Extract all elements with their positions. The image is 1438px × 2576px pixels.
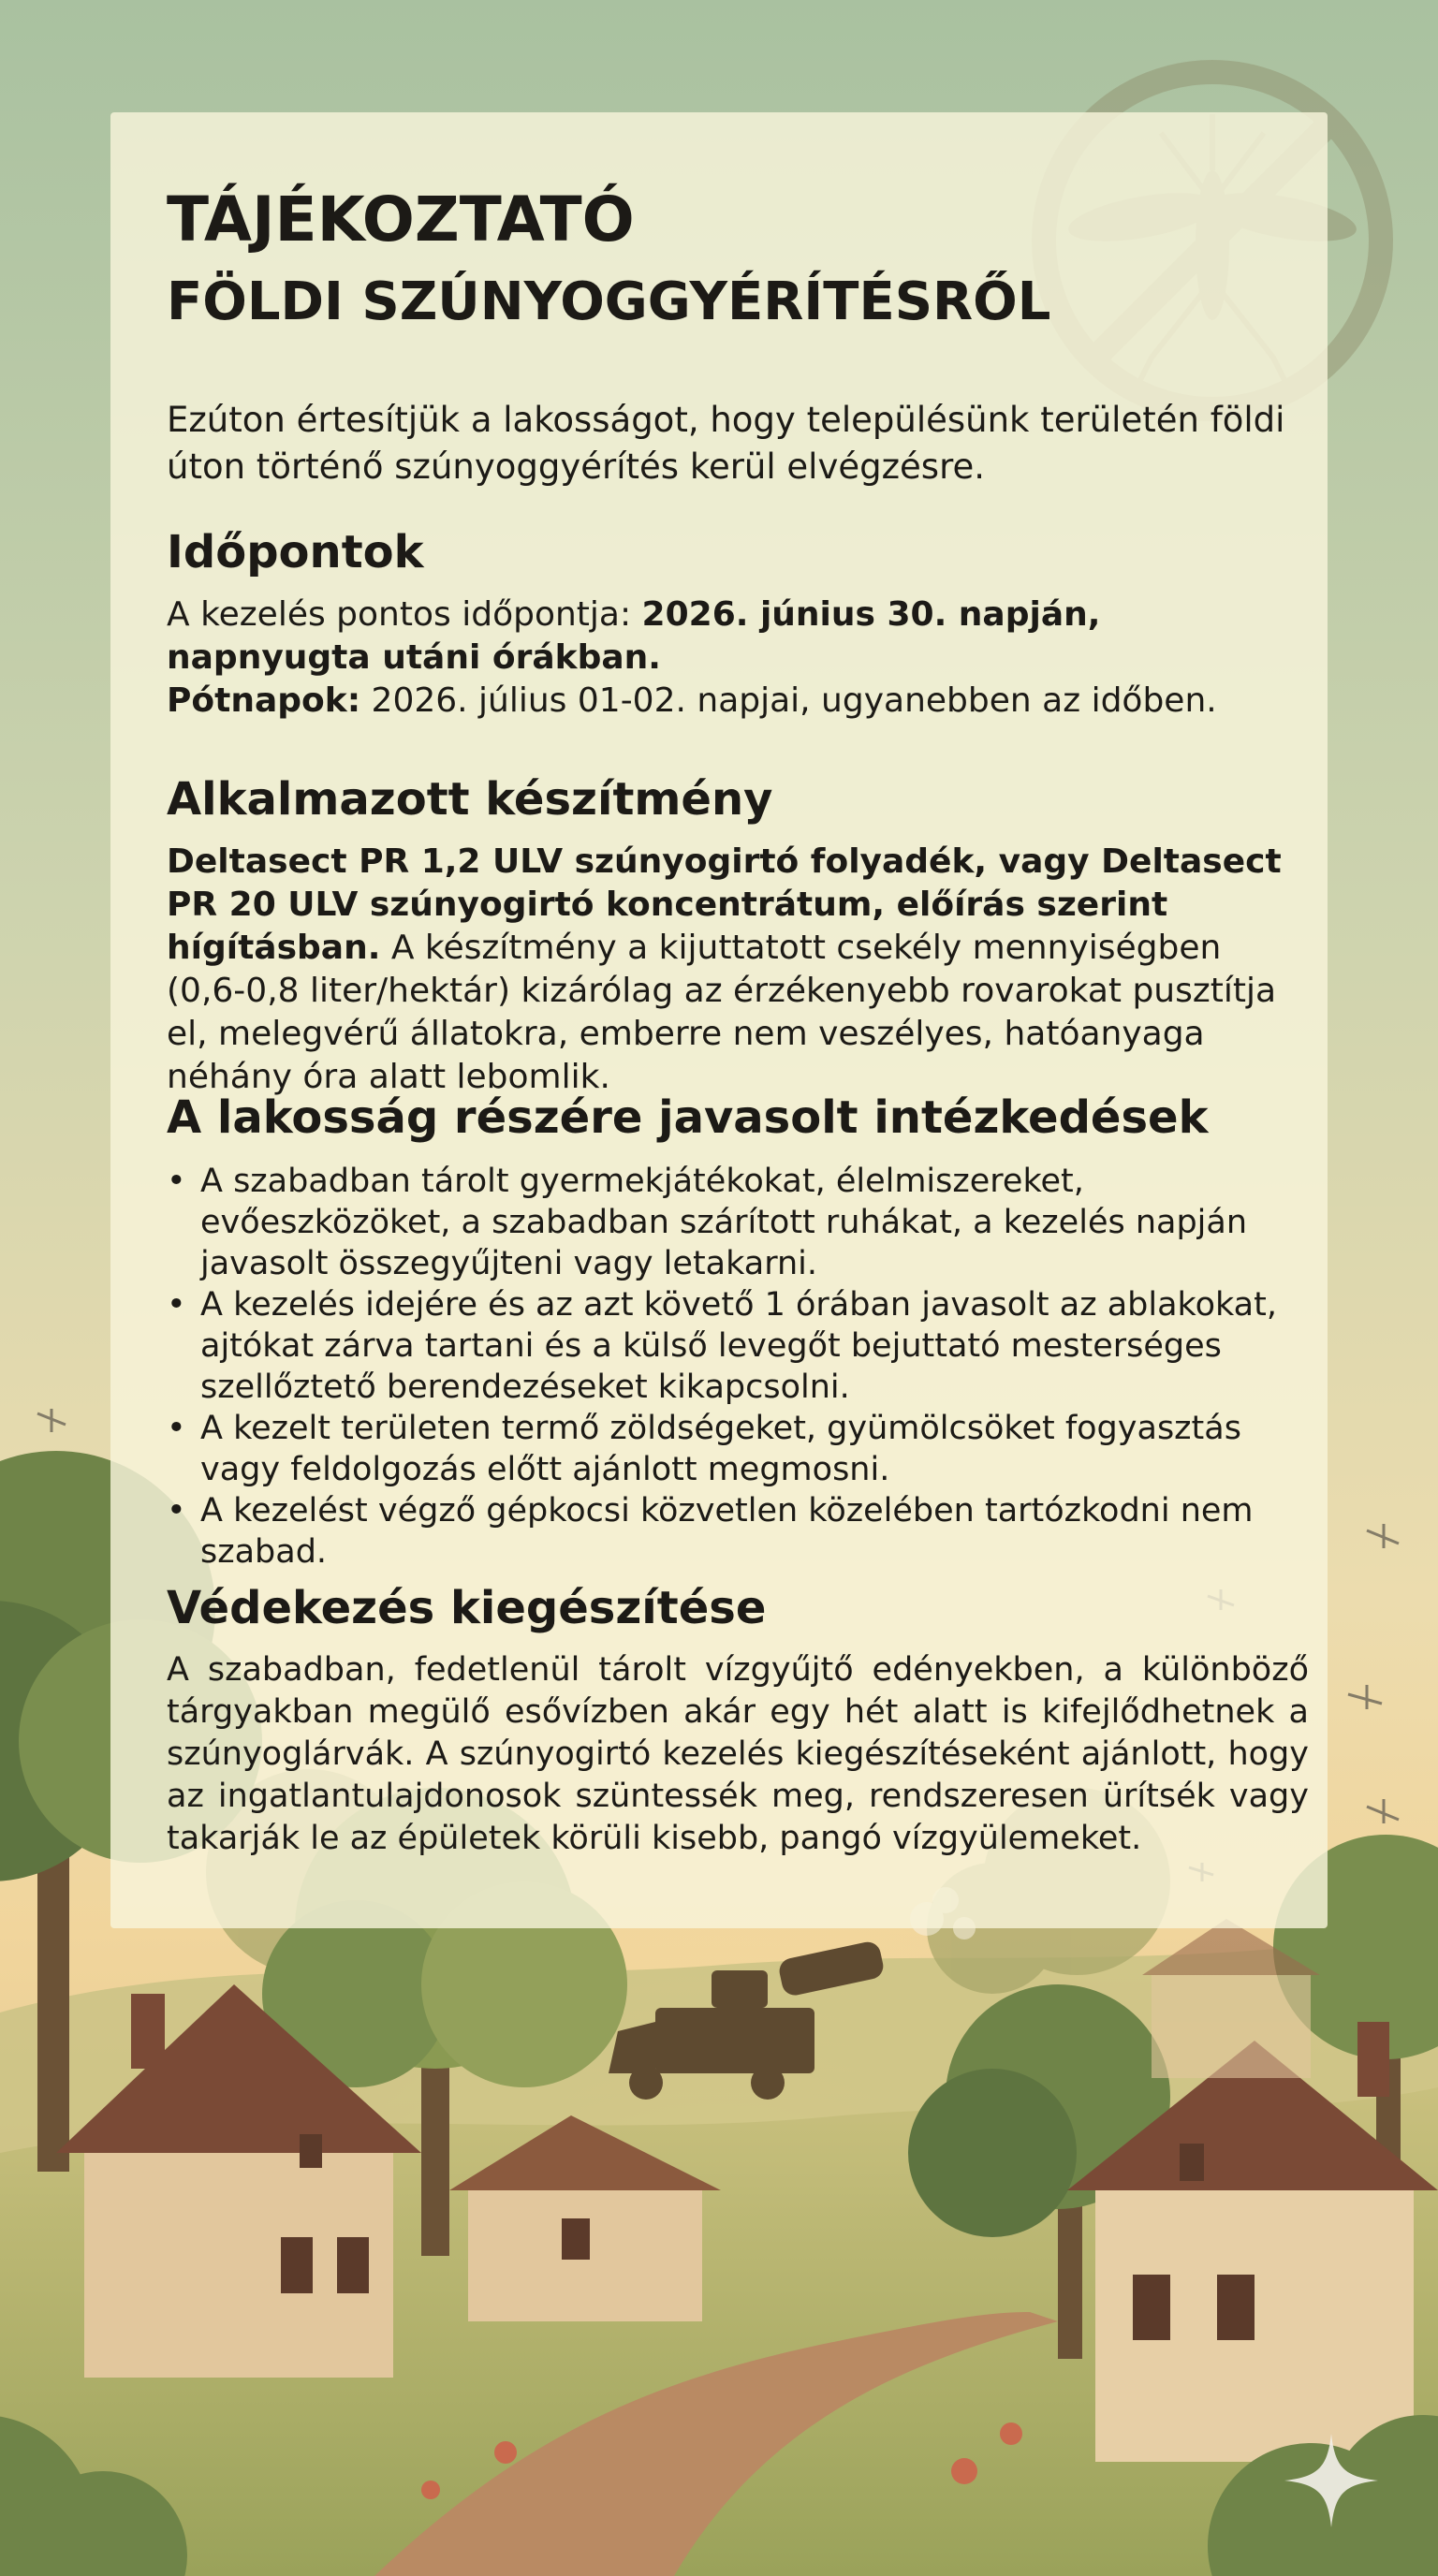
protection-text: A szabadban, fedetlenül tárolt vízgyűjtő edényekben, a különböző tárgyakban megülő esővízben akár egy hét alatt is kifejlődhetnek a szúnyoglárvák. A szúnyogirtó kezelés kiegészítéseként ajánlott, hogy az ingatlantulajdonosok szüntessék meg, rendszeresen ürítsék vagy takarják le az épületek körüli kisebb, pangó vízgyülemeket. (167, 1651, 1309, 1857)
page-title: TÁJÉKOZTATÓ (167, 183, 635, 256)
treatment-time-label: A kezelés pontos időpontja: (167, 595, 642, 634)
list-item: • A kezelés idejére és az azt követő 1 órában javasolt az ablakokat, ajtókat zárva tartani és a külső levegőt bejuttató mesterséges szellőztető berendezéseket kikapcsolni. (167, 1284, 1299, 1408)
product-description: A készítmény a kijuttatott csekély mennyiségben (0,6-0,8 liter/hektár) kizárólag az érzékenyebb rovarokat pusztítja el, melegvérű állatokra, emberre nem veszélyes, hatóanyaga néhány óra alatt lebomlik. (167, 929, 1277, 1096)
product-name: Deltasect PR 1,2 ULV szúnyogirtó folyadék, vagy Deltasect PR 20 ULV szúnyogirtó koncentrátum, előírás szerint hígításban. (167, 842, 1282, 967)
backup-days-value: 2026. július 01-02. napjai, ugyanebben az időben. (360, 681, 1217, 720)
section-heading-protection: Védekezés kiegészítése (167, 1582, 767, 1634)
intro-text: Ezúton értesítjük a lakosságot, hogy településünk területén földi úton történő szúnyoggyérítés kerül elvégzésre. (167, 400, 1285, 487)
times-text (167, 593, 1309, 723)
backup-days-label: Pótnapok: (167, 681, 361, 720)
section-heading-product: Alkalmazott készítmény (167, 773, 773, 826)
measures-list (167, 1161, 1299, 1573)
product-text (167, 841, 1309, 1099)
list-item: • A szabadban tárolt gyermekjátékokat, élelmiszereket, evőeszközöket, a szabadban szárított ruhákat, a kezelés napján javasolt összegyűjteni vagy letakarni. (167, 1161, 1299, 1284)
list-item: • A kezelt területen termő zöldségeket, gyümölcsöket fogyasztás vagy feldolgozás előtt ajánlott megmosni. (167, 1408, 1299, 1490)
section-heading-measures: A lakosság részére javasolt intézkedések (167, 1091, 1209, 1144)
sparkle-icon (1284, 2434, 1378, 2527)
section-heading-times: Időpontok (167, 526, 424, 578)
page-subtitle: FÖLDI SZÚNYOGGYÉRÍTÉSRŐL (167, 271, 1051, 332)
list-item: • A kezelést végző gépkocsi közvetlen közelében tartózkodni nem szabad. (167, 1490, 1299, 1573)
treatment-time-value: 2026. június 30. napján, napnyugta utáni órákban. (167, 595, 1101, 677)
